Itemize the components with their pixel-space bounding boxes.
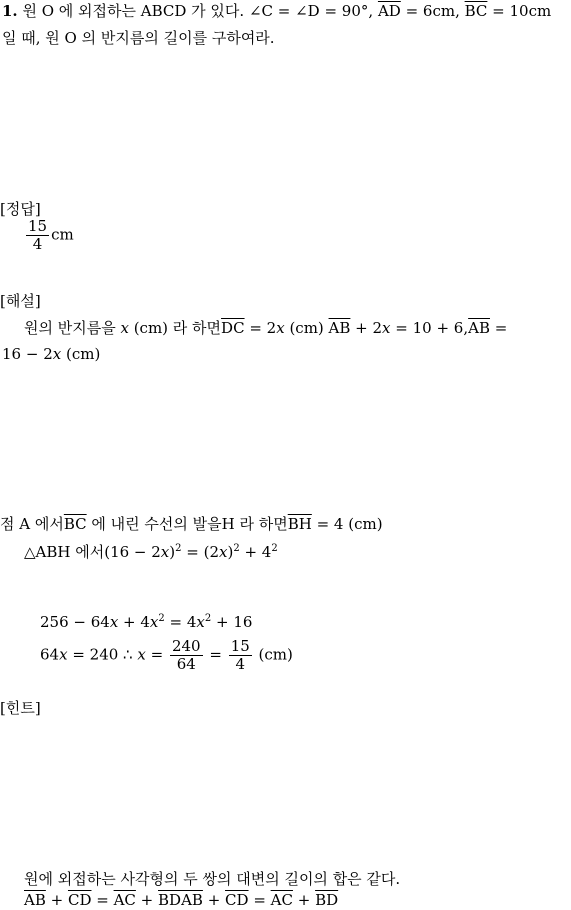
explanation-text: + 2𝑥 = 10 + 6,: [350, 319, 469, 337]
denominator: 4: [235, 655, 245, 673]
denominator: 64: [176, 655, 196, 673]
segment-bc: $\overline{BC}$: [464, 2, 488, 20]
segment-cd: $\overline{CD}$: [67, 891, 92, 909]
exponent: 2: [271, 543, 278, 554]
equation-text: (cm): [253, 645, 293, 664]
segment-cd: $\overline{CD}$: [225, 891, 249, 909]
question-line-1: [2, 1, 551, 21]
explanation-text: =: [489, 319, 508, 337]
answer-fraction: [26, 218, 49, 253]
segment-ad: $\overline{AD}$: [377, 2, 401, 20]
explanation-text: = (2𝑥): [181, 543, 234, 561]
segment-ab: $\overline{AB}$: [24, 891, 46, 909]
segment-ab: $\overline{AB}$: [468, 319, 490, 337]
hint-header: [힌트]: [0, 699, 41, 717]
segment-ac: $\overline{AC}$: [113, 891, 136, 909]
equation-1: [40, 612, 252, 632]
question-line-2: 일 때, 원 O 의 반지름의 길이를 구하여라.: [2, 29, 275, 47]
explanation-line-2: 16 − 2𝑥 (cm): [2, 345, 101, 363]
operator: =: [248, 891, 271, 909]
explanation-line-3: [0, 514, 383, 534]
exponent: 2: [233, 543, 240, 554]
equation-text: + 16: [211, 613, 253, 631]
exponent: 2: [158, 613, 165, 624]
operator: +: [292, 891, 316, 909]
equation-2: [40, 638, 293, 673]
hint-line-1: 원에 외접하는 사각형의 두 쌍의 대변의 길이의 합은 같다.: [24, 870, 401, 888]
segment-bdab: BDAB: [158, 891, 203, 909]
operator: +: [45, 891, 68, 909]
explanation-text: = 2𝑥 (cm): [244, 319, 329, 337]
equation-text: 256 − 64𝑥 + 4𝑥: [40, 613, 159, 631]
numerator: 240: [171, 637, 201, 655]
exponent: 2: [204, 613, 212, 624]
explanation-text: △ABH 에서(16 − 2𝑥): [24, 543, 176, 561]
segment-dc: $\overline{DC}$: [221, 319, 245, 337]
explanation-text: 에 내린 수선의 발을H 라 하면: [86, 515, 288, 533]
fraction-240-64: [170, 638, 203, 673]
numerator: 15: [230, 637, 250, 655]
segment-ac: $\overline{AC}$: [270, 891, 293, 909]
segment-ab: $\overline{AB}$: [328, 319, 351, 337]
equation-text: = 4𝑥: [164, 613, 205, 631]
operator: +: [135, 891, 159, 909]
operator: +: [202, 891, 226, 909]
answer-denominator: 4: [32, 235, 43, 253]
question-number: 1.: [2, 2, 18, 20]
question-text: 원 O 에 외접하는 ABCD 가 있다. ∠C = ∠D = 90°,: [22, 2, 374, 20]
explanation-line-1: [24, 318, 507, 338]
fraction-15-4: [229, 638, 252, 673]
exponent: 2: [175, 543, 182, 554]
segment-bd: $\overline{BD}$: [315, 891, 339, 909]
answer-value: [24, 218, 74, 253]
equation-text: =: [204, 645, 227, 664]
equation-text: 64𝑥 = 240 ∴ 𝑥 =: [40, 645, 168, 664]
explanation-line-4: [24, 542, 278, 562]
explanation-header: [해설]: [0, 292, 41, 310]
answer-header: [정답]: [0, 200, 41, 218]
segment-bc: $\overline{BC}$: [63, 515, 87, 533]
explanation-text: 점 A 에서: [0, 515, 64, 533]
operator: =: [91, 891, 114, 909]
answer-unit: cm: [51, 225, 74, 244]
answer-numerator: 15: [28, 217, 48, 235]
explanation-text: = 4 (cm): [311, 515, 383, 533]
hint-line-2: [24, 890, 338, 910]
explanation-text: + 4: [239, 543, 272, 561]
bc-value: = 10cm: [487, 2, 552, 20]
explanation-text: 원의 반지름을 𝑥 (cm) 라 하면: [24, 319, 222, 337]
ad-value: = 6cm,: [400, 2, 465, 20]
segment-bh: $\overline{BH}$: [287, 515, 312, 533]
